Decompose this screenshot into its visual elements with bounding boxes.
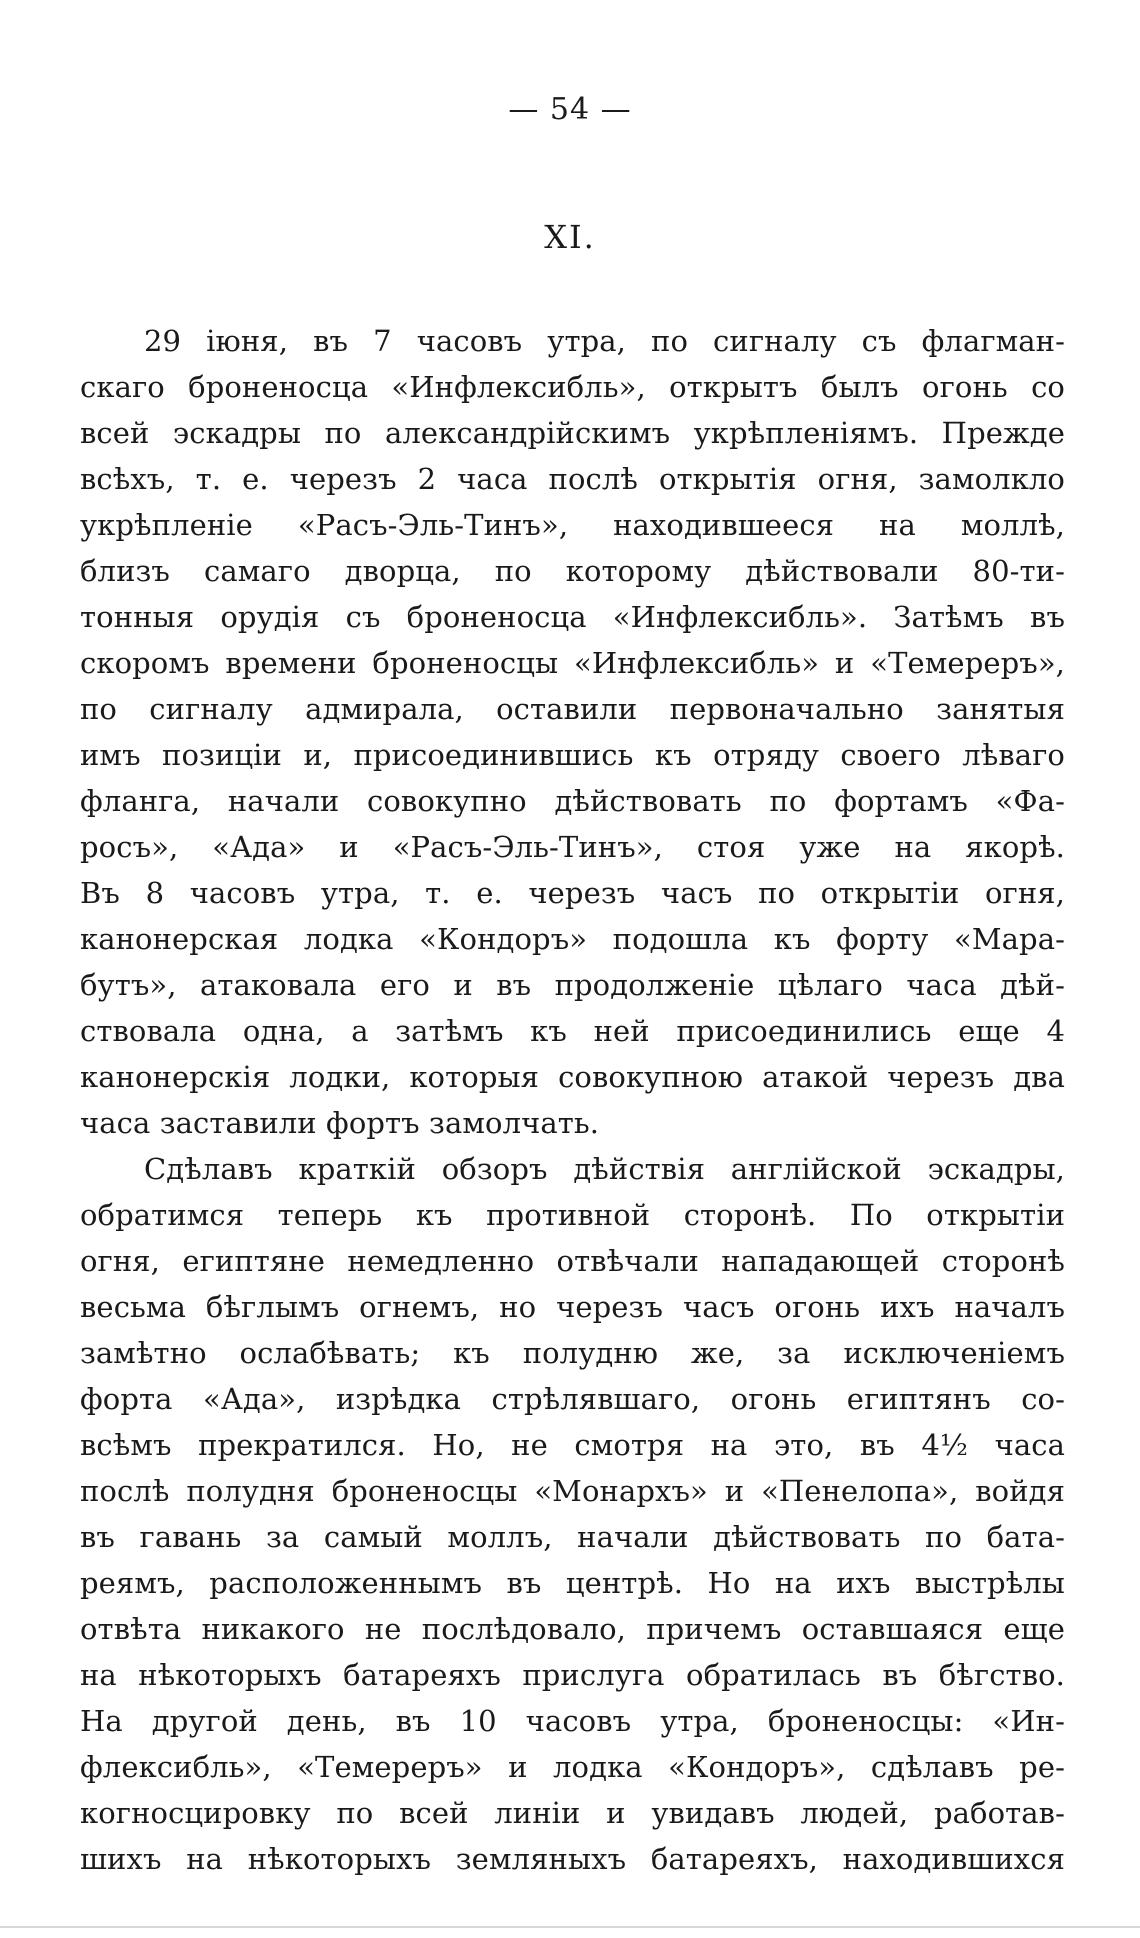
text-line: 29 іюня, въ 7 часовъ утра, по сигналу съ флагман- bbox=[144, 324, 1065, 358]
text-line: реямъ, расположеннымъ въ центрѣ. Но на ихъ выстрѣлы bbox=[80, 1566, 1065, 1600]
text-line: всѣмъ прекратился. Но, не смотря на это, въ 4½ часа bbox=[80, 1428, 1065, 1462]
text-line: въ гавань за самый моллъ, начали дѣйствовать по бата- bbox=[80, 1520, 1065, 1554]
text-line: росъ», «Ада» и «Расъ-Эль-Тинъ», стоя уже на якорѣ. bbox=[80, 830, 1065, 864]
text-line: форта «Ада», изрѣдка стрѣлявшаго, огонь египтянъ со- bbox=[80, 1382, 1065, 1416]
text-line: имъ позиціи и, присоединившись къ отряду своего лѣваго bbox=[80, 738, 1065, 772]
text-line: канонерская лодка «Кондоръ» подошла къ форту «Мара- bbox=[80, 922, 1065, 956]
text-line: тонныя орудія съ броненосца «Инфлексибль». Затѣмъ въ bbox=[80, 600, 1065, 634]
page-bottom-edge bbox=[0, 1926, 1140, 1928]
text-line: весьма бѣглымъ огнемъ, но черезъ часъ огонь ихъ началъ bbox=[80, 1290, 1065, 1324]
text-line: канонерскія лодки, которыя совокупною атакой черезъ два bbox=[80, 1060, 1065, 1094]
text-line: обратимся теперь къ противной сторонѣ. По открытіи bbox=[80, 1198, 1065, 1232]
text-line: скаго броненосца «Инфлексибль», открытъ былъ огонь со bbox=[80, 370, 1065, 404]
text-line: близъ самаго дворца, по которому дѣйствовали 80-ти- bbox=[80, 554, 1065, 588]
paragraph-2 bbox=[80, 1146, 1065, 1882]
body-text bbox=[80, 318, 1065, 1882]
text-line: послѣ полудня броненосцы «Монархъ» и «Пенелопа», войдя bbox=[80, 1474, 1065, 1508]
paragraph-1 bbox=[80, 318, 1065, 1146]
text-line: Въ 8 часовъ утра, т. е. черезъ часъ по открытіи огня, bbox=[80, 876, 1065, 910]
text-line: часа заставили фортъ замолчать. bbox=[80, 1106, 600, 1140]
text-line: по сигналу адмирала, оставили первоначально занятыя bbox=[80, 692, 1065, 726]
text-line: флексибль», «Темереръ» и лодка «Кондоръ», сдѣлавъ ре- bbox=[80, 1750, 1065, 1784]
text-line: когносцировку по всей линіи и увидавъ людей, работав- bbox=[80, 1796, 1065, 1830]
chapter-heading: XI. bbox=[544, 218, 596, 256]
text-line: замѣтно ослабѣвать; къ полудню же, за исключеніемъ bbox=[80, 1336, 1065, 1370]
text-line: шихъ на нѣкоторыхъ земляныхъ батареяхъ, находившихся bbox=[80, 1842, 1065, 1876]
text-line: огня, египтяне немедленно отвѣчали нападающей сторонѣ bbox=[80, 1244, 1065, 1278]
text-line: отвѣта никакого не послѣдовало, причемъ оставшаяся еще bbox=[80, 1612, 1065, 1646]
text-line: всей эскадры по александрійскимъ укрѣпленіямъ. Прежде bbox=[80, 416, 1065, 450]
text-line: скоромъ времени броненосцы «Инфлексибль» и «Темереръ», bbox=[80, 646, 1065, 680]
text-line: укрѣпленіе «Расъ-Эль-Тинъ», находившееся на моллѣ, bbox=[80, 508, 1065, 542]
text-line: ствовала одна, а затѣмъ къ ней присоединились еще 4 bbox=[80, 1014, 1065, 1048]
text-line: всѣхъ, т. е. черезъ 2 часа послѣ открытія огня, замолкло bbox=[80, 462, 1065, 496]
text-line: бутъ», атаковала его и въ продолженіе цѣлаго часа дѣй- bbox=[80, 968, 1065, 1002]
page-number: — 54 — bbox=[508, 92, 632, 127]
text-line: фланга, начали совокупно дѣйствовать по фортамъ «Фа- bbox=[80, 784, 1065, 818]
text-line: на нѣкоторыхъ батареяхъ прислуга обратилась въ бѣгство. bbox=[80, 1658, 1065, 1692]
text-line: На другой день, въ 10 часовъ утра, броненосцы: «Ин- bbox=[80, 1704, 1065, 1738]
text-line: Сдѣлавъ краткій обзоръ дѣйствія англійской эскадры, bbox=[144, 1152, 1065, 1186]
